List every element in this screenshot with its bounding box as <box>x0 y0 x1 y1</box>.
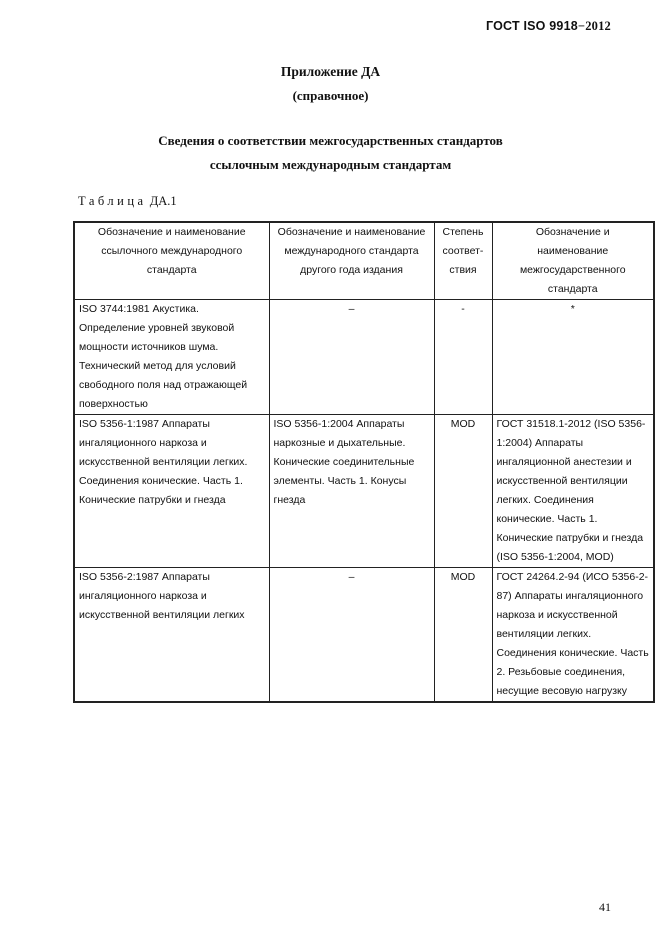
section-heading-line1: Сведения о соответствии межгосударственных стандартов <box>158 133 503 148</box>
table-caption-prefix: Таблица <box>78 194 147 208</box>
table-row <box>74 300 654 415</box>
cell-degree-of-conformity: MOD <box>434 568 492 703</box>
header-degree-of-conformity <box>434 222 492 300</box>
document-code <box>486 19 611 34</box>
cell-degree-of-conformity: - <box>434 300 492 415</box>
appendix-title: Приложение ДА <box>280 64 381 79</box>
table-header-row <box>74 222 654 300</box>
cell-interstate-standard: ГОСТ 24264.2-94 (ИСО 5356-2-87) Аппараты ингаляционного наркоза и искусственной вентиляции легких. Соединения конические. Часть 2. Резьбовые соединения, несущие весовую нагрузку <box>492 568 654 703</box>
page-number: 41 <box>599 900 611 914</box>
document-code-text: ГОСТ ISO 9918 <box>485 19 578 33</box>
cell-other-year-standard: – <box>269 300 434 415</box>
header-interstate-standard-text: Обозначение и наименование межгосударственного стандарта <box>519 226 626 295</box>
document-year: −2012 <box>577 19 611 33</box>
cell-reference-standard: ISO 3744:1981 Акустика. Определение уровней звуковой мощности источников шума. Технический метод для условий свободного поля над отражающей поверхностью <box>74 300 269 415</box>
standards-correspondence-table <box>73 221 655 703</box>
cell-other-year-standard: – <box>269 568 434 703</box>
cell-reference-standard: ISO 5356-2:1987 Аппараты ингаляционного наркоза и искусственной вентиляции легких <box>74 568 269 703</box>
cell-degree-of-conformity: MOD <box>434 415 492 568</box>
header-other-year-standard <box>269 222 434 300</box>
header-interstate-standard <box>492 222 654 300</box>
cell-interstate-standard: ГОСТ 31518.1-2012 (ISO 5356-1:2004) Аппараты ингаляционной анестезии и искусственной вентиляции легких. Соединения конические. Часть 1. Конические патрубки и гнезда (ISO 5356-1:2004, MOD) <box>492 415 654 568</box>
header-other-year-standard-text: Обозначение и наименование международного стандарта другого года издания <box>277 226 426 276</box>
cell-other-year-standard: ISO 5356-1:2004 Аппараты наркозные и дыхательные. Конические соединительные элементы. Часть 1. Конусы гнезда <box>269 415 434 568</box>
header-reference-standard-text: Обозначение и наименование ссылочного международного стандарта <box>97 226 246 276</box>
table-row <box>74 415 654 568</box>
cell-reference-standard: ISO 5356-1:1987 Аппараты ингаляционного наркоза и искусственной вентиляции легких. Соединения конические. Часть 1. Конические патрубки и гнезда <box>74 415 269 568</box>
cell-interstate-standard: * <box>492 300 654 415</box>
table-caption-id: ДА.1 <box>149 194 177 208</box>
table-caption <box>78 194 177 209</box>
appendix-subtitle: (справочное) <box>292 88 369 103</box>
table-row <box>74 568 654 703</box>
section-heading-line2: ссылочным международным стандартам <box>209 157 452 172</box>
header-degree-text: Степень соответ- ствия <box>442 226 484 276</box>
header-reference-standard <box>74 222 269 300</box>
